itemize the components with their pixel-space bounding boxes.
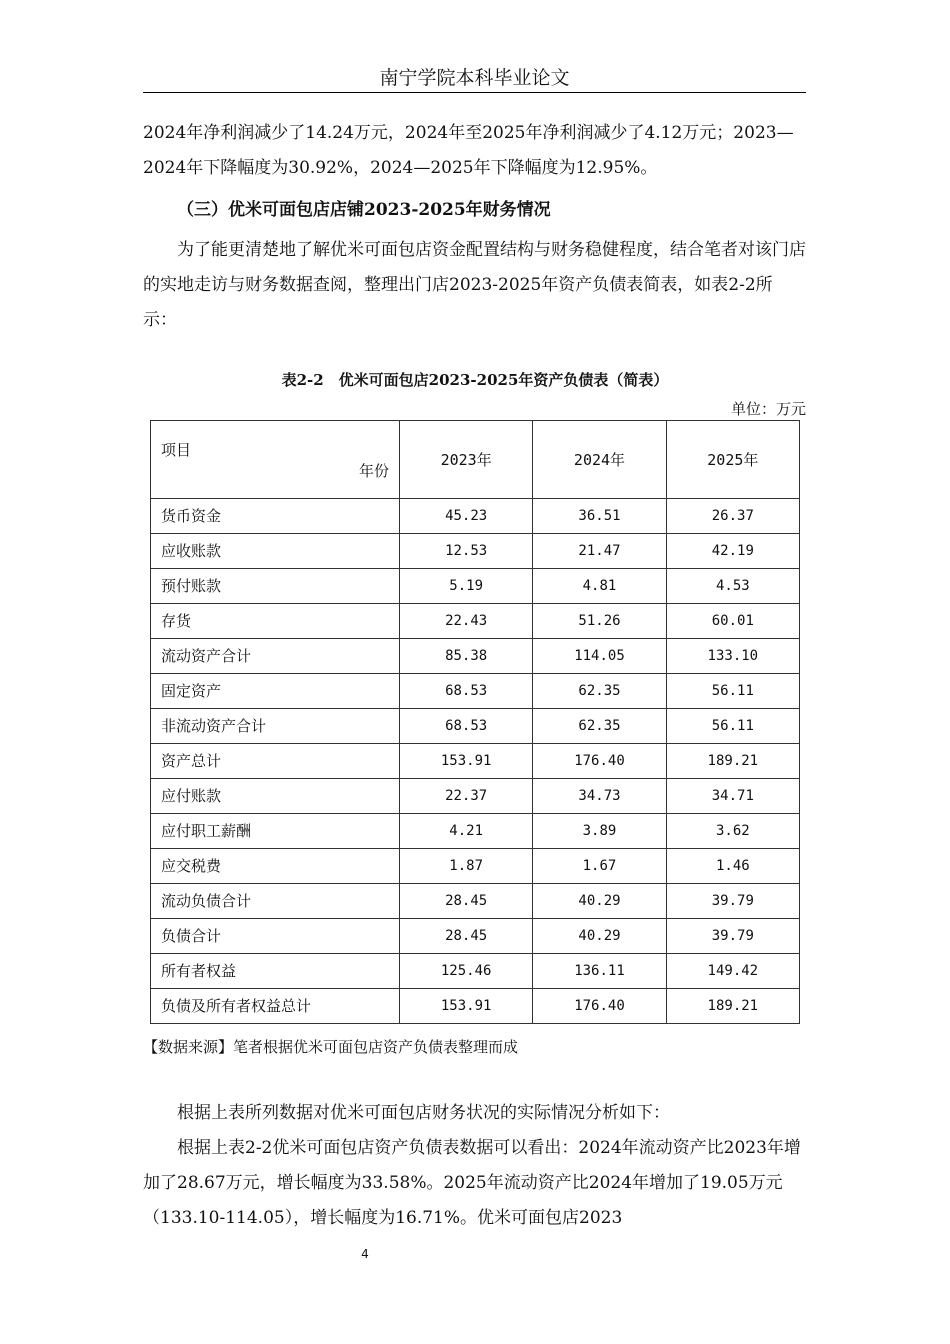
table-row <box>151 569 800 604</box>
value-cell: 34.71 <box>666 779 799 814</box>
row-label-cell: 流动资产合计 <box>151 639 400 674</box>
value-cell: 153.91 <box>400 744 533 779</box>
table-row <box>151 814 800 849</box>
value-cell: 21.47 <box>533 534 666 569</box>
paragraph-intro: 为了能更清楚地了解优米可面包店资金配置结构与财务稳健程度，结合笔者对该门店的实地走访与财务数据查阅，整理出门店2023-2025年资产负债表简表，如表2-2所示： <box>143 240 806 330</box>
value-cell: 62.35 <box>533 709 666 744</box>
value-cell: 4.21 <box>400 814 533 849</box>
table-unit: 单位：万元 <box>730 400 806 418</box>
row-label-cell: 应收账款 <box>151 534 400 569</box>
header-year-label: 年份 <box>358 462 389 480</box>
value-cell: 3.89 <box>533 814 666 849</box>
page-number: 4 <box>361 1247 369 1261</box>
row-label-cell: 应付职工薪酬 <box>151 814 400 849</box>
row-label-cell: 流动负债合计 <box>151 884 400 919</box>
table-header-row <box>151 421 800 499</box>
table-row <box>151 744 800 779</box>
row-label-cell: 负债合计 <box>151 919 400 954</box>
row-label-cell: 负债及所有者权益总计 <box>151 989 400 1024</box>
balance-sheet-table <box>150 420 800 1024</box>
table-row <box>151 954 800 989</box>
value-cell: 62.35 <box>533 674 666 709</box>
row-label-cell: 固定资产 <box>151 674 400 709</box>
value-cell: 176.40 <box>533 744 666 779</box>
value-cell: 4.53 <box>666 569 799 604</box>
paragraph-analysis: 根据上表2-2优米可面包店资产负债表数据可以看出：2024年流动资产比2023年增加了28.67万元，增长幅度为33.58%。2025年流动资产比2024年增加了19.05万元（133.10-114.05），增长幅度为16.71%。优米可面包店2023 <box>143 1138 801 1228</box>
value-cell: 114.05 <box>533 639 666 674</box>
table-row <box>151 989 800 1024</box>
table-row <box>151 499 800 534</box>
paragraph-analysis-intro: 根据上表所列数据对优米可面包店财务状况的实际情况分析如下： <box>177 1103 670 1123</box>
table-row <box>151 604 800 639</box>
value-cell: 40.29 <box>533 919 666 954</box>
header-item-label: 项目 <box>161 441 192 459</box>
table-caption: 表2-2 优米可面包店2023-2025年资产负债表（简表） <box>281 371 669 389</box>
row-label-cell: 资产总计 <box>151 744 400 779</box>
row-label-cell: 预付账款 <box>151 569 400 604</box>
paragraph-net-profit: 2024年净利润减少了14.24万元，2024年至2025年净利润减少了4.12万元；2023—2024年下降幅度为30.92%，2024—2025年下降幅度为12.95%。 <box>143 123 794 178</box>
value-cell: 39.79 <box>666 919 799 954</box>
header-item-year-cell <box>151 421 400 499</box>
value-cell: 1.87 <box>400 849 533 884</box>
value-cell: 28.45 <box>400 919 533 954</box>
row-label-cell: 应交税费 <box>151 849 400 884</box>
value-cell: 40.29 <box>533 884 666 919</box>
value-cell: 125.46 <box>400 954 533 989</box>
value-cell: 1.46 <box>666 849 799 884</box>
value-cell: 26.37 <box>666 499 799 534</box>
section-title: （三）优米可面包店店铺2023-2025年财务情况 <box>177 200 551 220</box>
table-row <box>151 709 800 744</box>
value-cell: 4.81 <box>533 569 666 604</box>
value-cell: 3.62 <box>666 814 799 849</box>
value-cell: 189.21 <box>666 989 799 1024</box>
value-cell: 68.53 <box>400 674 533 709</box>
value-cell: 36.51 <box>533 499 666 534</box>
value-cell: 136.11 <box>533 954 666 989</box>
header-year-2024: 2024年 <box>533 421 666 499</box>
table-row <box>151 674 800 709</box>
table-row <box>151 884 800 919</box>
value-cell: 68.53 <box>400 709 533 744</box>
row-label-cell: 存货 <box>151 604 400 639</box>
table-row <box>151 919 800 954</box>
value-cell: 22.37 <box>400 779 533 814</box>
header-year-2025: 2025年 <box>666 421 799 499</box>
value-cell: 149.42 <box>666 954 799 989</box>
value-cell: 85.38 <box>400 639 533 674</box>
value-cell: 60.01 <box>666 604 799 639</box>
value-cell: 34.73 <box>533 779 666 814</box>
row-label-cell: 非流动资产合计 <box>151 709 400 744</box>
value-cell: 153.91 <box>400 989 533 1024</box>
value-cell: 176.40 <box>533 989 666 1024</box>
value-cell: 133.10 <box>666 639 799 674</box>
table-row <box>151 779 800 814</box>
value-cell: 5.19 <box>400 569 533 604</box>
page-header-title: 南宁学院本科毕业论文 <box>379 67 570 89</box>
value-cell: 56.11 <box>666 674 799 709</box>
value-cell: 28.45 <box>400 884 533 919</box>
table-row <box>151 534 800 569</box>
value-cell: 45.23 <box>400 499 533 534</box>
header-year-2023: 2023年 <box>400 421 533 499</box>
value-cell: 56.11 <box>666 709 799 744</box>
header-rule <box>143 92 806 93</box>
row-label-cell: 应付账款 <box>151 779 400 814</box>
value-cell: 42.19 <box>666 534 799 569</box>
value-cell: 1.67 <box>533 849 666 884</box>
value-cell: 51.26 <box>533 604 666 639</box>
table-row <box>151 849 800 884</box>
value-cell: 39.79 <box>666 884 799 919</box>
row-label-cell: 货币资金 <box>151 499 400 534</box>
table-row <box>151 639 800 674</box>
value-cell: 189.21 <box>666 744 799 779</box>
table-source-note: 【数据来源】笔者根据优米可面包店资产负债表整理而成 <box>143 1038 519 1056</box>
value-cell: 22.43 <box>400 604 533 639</box>
value-cell: 12.53 <box>400 534 533 569</box>
row-label-cell: 所有者权益 <box>151 954 400 989</box>
